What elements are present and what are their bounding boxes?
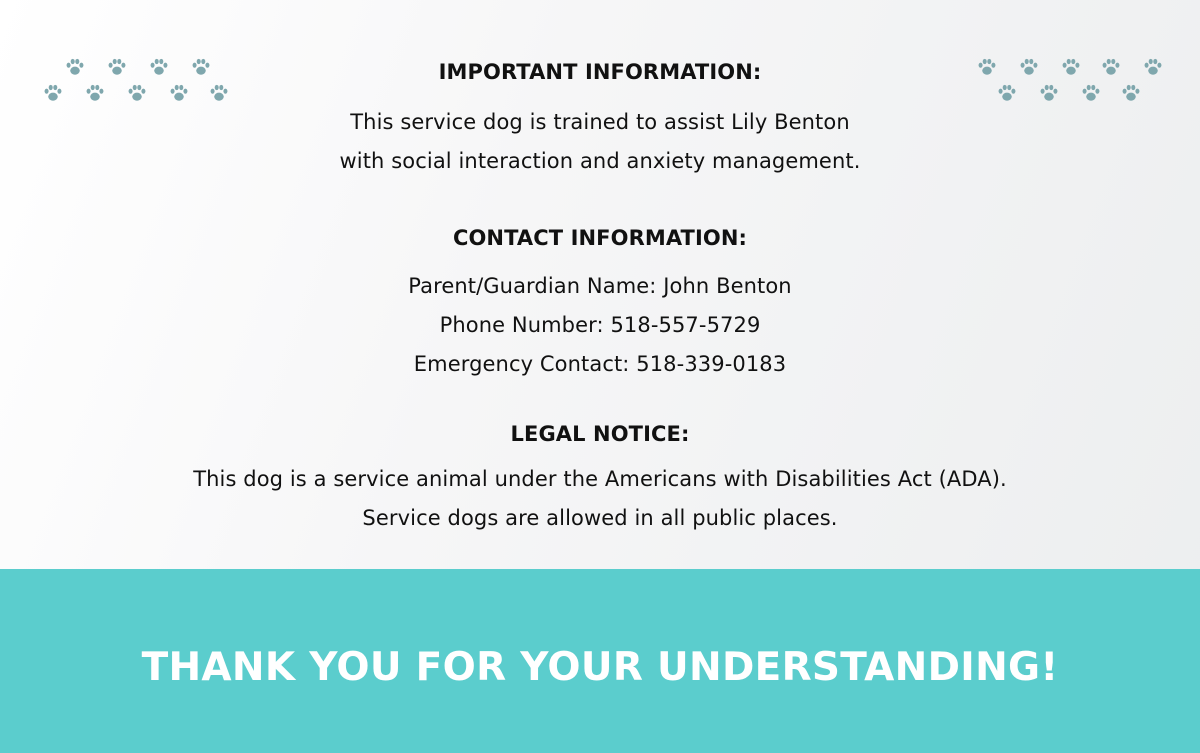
important-heading: IMPORTANT INFORMATION: xyxy=(438,60,762,84)
contact-heading: CONTACT INFORMATION: xyxy=(452,226,748,250)
paw-print-icon xyxy=(1120,82,1142,104)
legal-line-1: This dog is a service animal under the Americans with Disabilities Act (ADA). xyxy=(193,467,1007,491)
legal-heading: LEGAL NOTICE: xyxy=(510,422,690,446)
paw-print-icon xyxy=(208,82,230,104)
contact-phone: Phone Number: 518-557-5729 xyxy=(439,313,761,337)
contact-emergency: Emergency Contact: 518-339-0183 xyxy=(413,352,787,376)
legal-line-2: Service dogs are allowed in all public places. xyxy=(362,506,838,530)
contact-guardian: Parent/Guardian Name: John Benton xyxy=(408,274,792,298)
important-line-1: This service dog is trained to assist Lily Benton xyxy=(350,110,850,134)
paw-print-icon xyxy=(42,82,64,104)
important-line-2: with social interaction and anxiety management. xyxy=(339,149,861,173)
paw-print-icon xyxy=(84,82,106,104)
paw-print-icon xyxy=(168,82,190,104)
paw-print-icon xyxy=(1080,82,1102,104)
paw-print-icon xyxy=(126,82,148,104)
footer-message: THANK YOU FOR YOUR UNDERSTANDING! xyxy=(141,645,1059,690)
paw-print-icon xyxy=(1038,82,1060,104)
paw-print-icon xyxy=(996,82,1018,104)
